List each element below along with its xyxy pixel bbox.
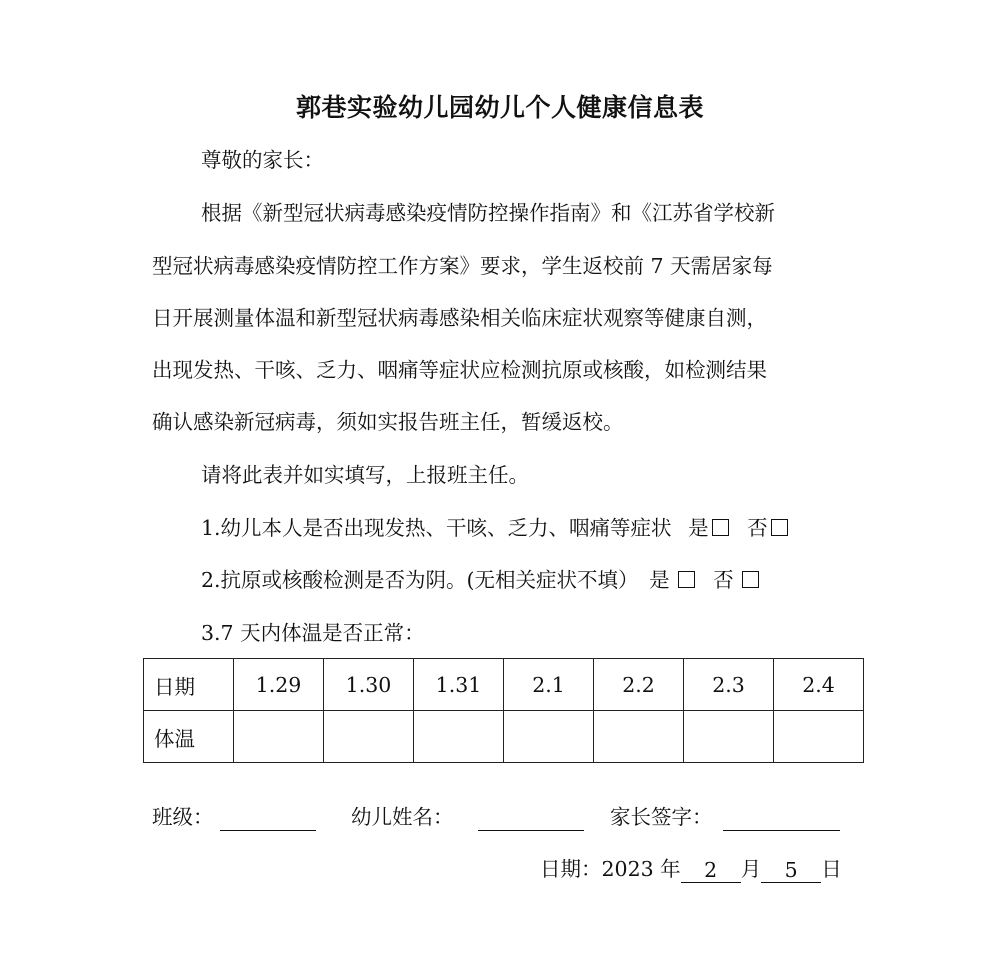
- question-2: [201, 566, 759, 594]
- date-cell: 2.3: [684, 659, 774, 711]
- form-title: 郭巷实验幼儿园幼儿个人健康信息表: [295, 93, 704, 122]
- month-label: 月: [740, 857, 762, 881]
- temperature-input-cell[interactable]: [234, 711, 324, 763]
- question-1: [201, 514, 788, 542]
- class-field: [152, 803, 316, 831]
- child-name-input-line[interactable]: [478, 806, 584, 831]
- parent-signature-label: 家长签字：: [610, 805, 713, 829]
- date-row-label: 日期: [144, 659, 234, 711]
- q1-no-checkbox[interactable]: [771, 519, 788, 536]
- intro-line-4: 出现发热、干咳、乏力、咽痛等症状应检测抗原或核酸，如检测结果: [152, 358, 767, 382]
- temperature-row: [144, 711, 864, 763]
- temperature-input-cell[interactable]: [774, 711, 864, 763]
- parent-signature-field: [610, 803, 840, 831]
- temperature-input-cell[interactable]: [414, 711, 504, 763]
- question-3: 3.7 天内体温是否正常：: [201, 621, 425, 645]
- greeting: 尊敬的家长：: [201, 148, 324, 172]
- date-cell: 1.30: [324, 659, 414, 711]
- date-label: 日期：2023 年: [540, 857, 681, 881]
- child-name-label: 幼儿姓名：: [351, 805, 454, 829]
- q1-yes-label: 是: [688, 516, 709, 540]
- date-cell: 2.4: [774, 659, 864, 711]
- month-value[interactable]: 2: [681, 856, 741, 883]
- child-name-field: [351, 803, 584, 831]
- q2-yes-checkbox[interactable]: [678, 571, 695, 588]
- date-cell: 1.31: [414, 659, 504, 711]
- class-input-line[interactable]: [220, 806, 316, 831]
- temperature-table: [143, 658, 864, 763]
- temperature-row-label: 体温: [144, 711, 234, 763]
- intro-line-3: 日开展测量体温和新型冠状病毒感染相关临床症状观察等健康自测，: [152, 306, 767, 330]
- date-cell: 2.2: [594, 659, 684, 711]
- date-cell: 2.1: [504, 659, 594, 711]
- instruction-text: 请将此表并如实填写，上报班主任。: [201, 463, 529, 487]
- q1-no-label: 否: [747, 516, 768, 540]
- q1-yes-checkbox[interactable]: [712, 519, 729, 536]
- intro-line-5: 确认感染新冠病毒，须如实报告班主任，暂缓返校。: [152, 410, 624, 434]
- intro-line-1: 根据《新型冠状病毒感染疫情防控操作指南》和《江苏省学校新: [201, 201, 775, 225]
- day-value[interactable]: 5: [761, 856, 821, 883]
- temperature-input-cell[interactable]: [684, 711, 774, 763]
- parent-signature-input-line[interactable]: [723, 806, 840, 831]
- question-1-text: 1.幼儿本人是否出现发热、干咳、乏力、咽痛等症状: [201, 516, 672, 540]
- intro-line-2: 型冠状病毒感染疫情防控工作方案》要求，学生返校前 7 天需居家每: [152, 254, 773, 278]
- date-cell: 1.29: [234, 659, 324, 711]
- question-2-text: 2.抗原或核酸检测是否为阴。(无相关症状不填）: [201, 568, 639, 592]
- class-label: 班级：: [152, 805, 214, 829]
- temperature-input-cell[interactable]: [504, 711, 594, 763]
- q2-no-checkbox[interactable]: [742, 571, 759, 588]
- date-row: [144, 659, 864, 711]
- date-field: [540, 855, 842, 883]
- temperature-input-cell[interactable]: [594, 711, 684, 763]
- day-label: 日: [821, 857, 842, 881]
- temperature-input-cell[interactable]: [324, 711, 414, 763]
- q2-no-label: 否: [713, 568, 734, 592]
- q2-yes-label: 是: [649, 568, 670, 592]
